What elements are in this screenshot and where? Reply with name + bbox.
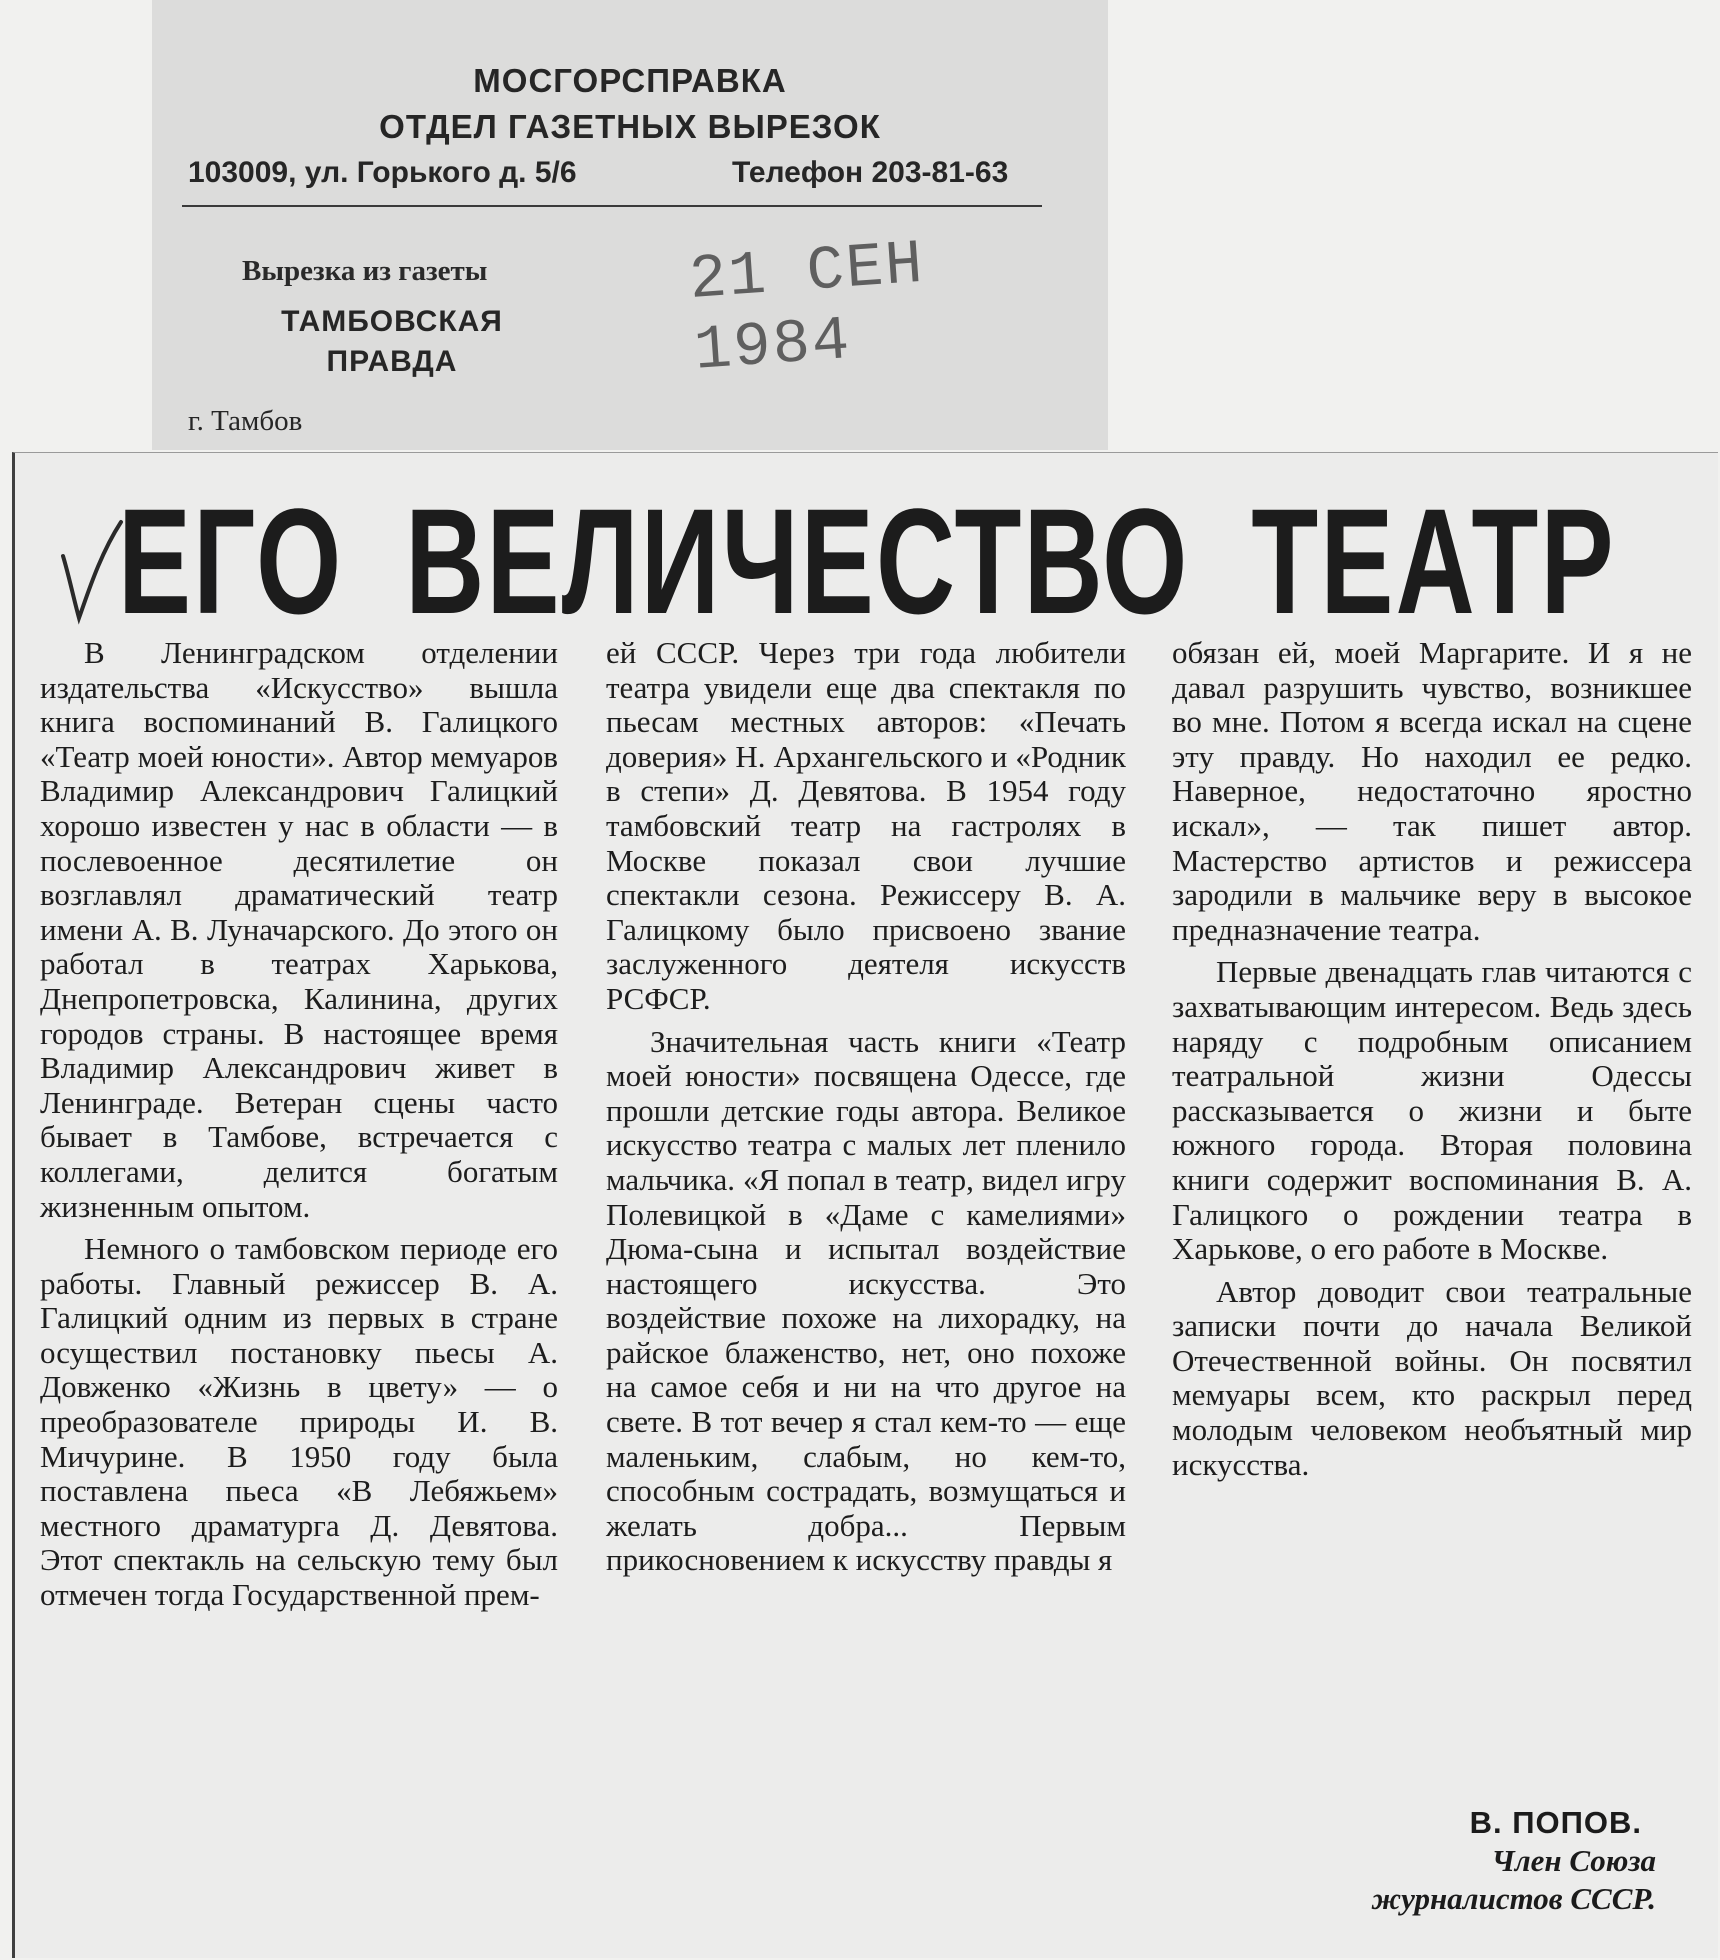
author-title-line-1: Член Союза (1491, 1843, 1656, 1878)
article-headline: ЕГО ВЕЛИЧЕСТВО ТЕАТР (118, 477, 1616, 645)
date-stamp: 21 СЕН 1984 (687, 228, 927, 387)
address: 103009, ул. Горького д. 5/6 (188, 156, 577, 189)
paragraph: Первые двенадцать глав читаются с захватывающим интересом. Ведь здесь наряду с подробным описанием театральной жизни Одессы рассказывается о жизни и быте южного города. Вторая половина книги содержит воспоминания В. А. Галицкого о рождении театра в Харькове, о его работе в Москве. (1172, 954, 1692, 1267)
paragraph: Автор доводит свои театральные записки почти до начала Великой Отечественной войны. Он посвятил мемуары всем, кто раскрыл перед молодым человеком необъятный мир искусства. (1172, 1273, 1692, 1482)
author-name: В. ПОПОВ. (1469, 1805, 1642, 1840)
clip-source-caption: Вырезка из газеты (242, 255, 488, 287)
paragraph: В Ленинградском отделении издательства «Искусство» вышла книга воспоминаний В. Галицкого «Театр моей юности». Автор мемуаров Владимир Александрович Галицкий хорошо известен у нас в области — в послевоенное десятилетие он возглавлял драматический театр имени А. В. Луначарского. До этого он работал в театрах Харькова, Днепропетровска, Калинина, других городов страны. В настоящее время Владимир Александрович живет в Ленинграде. Ветеран сцены часто бывает в Тамбове, встречается с коллегами, делится богатым жизненным опытом. (40, 635, 558, 1224)
author-title-line-2: журналистов СССР. (1371, 1881, 1656, 1916)
phone-number: Телефон 203-81-63 (732, 156, 1009, 189)
handwritten-checkmark-icon (55, 516, 125, 626)
paragraph: Немного о тамбовском периоде его работы. Главный режиссер В. А. Галицкий одним из первых в стране осуществил постановку пьесы А. Довженко «Жизнь в цвету» — о преобразователе природы И. В. Мичурине. В 1950 году была поставлена пьеса «В Лебяжьем» местного драматурга Д. Девятова. Этот спектакль на сельскую тему был отмечен тогда Государственной прем- (40, 1231, 558, 1613)
article-column-1 (40, 636, 558, 1621)
organization-name: МОСГОРСПРАВКА (473, 62, 787, 99)
paragraph: Значительная часть книги «Театр моей юности» посвящена Одессе, где прошли детские годы автора. Великое искусство театра с малых лет пленило мальчика. «Я попал в театр, видел игру Полевицкой в «Даме с камелиями» Дюма-сына и испытал воздействие настоящего искусства. Это воздействие похоже на лихорадку, на райское блаженство, нет, оно похоже на самое себя и ни на что другое на свете. В тот вечер я стал кем-то — еще маленьким, слабым, но кем-то, способным сострадать, возмущаться и желать добра... Первым прикосновением к искусству правды я (606, 1023, 1126, 1578)
clipping-service-label (152, 0, 1108, 450)
city: г. Тамбов (188, 405, 303, 437)
author-signature (1200, 1804, 1656, 1918)
newspaper-name: ТАМБОВСКАЯ ПРАВДА (281, 305, 503, 378)
label-divider (182, 205, 1042, 207)
article-column-3 (1172, 636, 1692, 1490)
paragraph: ей СССР. Через три года любители театра увидели еще два спектакля по пьесам местных авторов: «Печать доверия» Н. Архангельского и «Родник в степи» Д. Девятова. В 1954 году тамбовский театр на гастролях в Москве показал свои лучшие спектакли сезона. Режиссеру В. А. Галицкому было присвоено звание заслуженного деятеля искусств РСФСР. (606, 635, 1126, 1016)
paragraph: обязан ей, моей Маргарите. И я не давал разрушить чувство, возникшее во мне. Потом я всегда искал на сцене эту правду. Но находил ее редко. Наверное, недостаточно яростно искал», — так пишет автор. Мастерство артистов и режиссера зародили в мальчике веру в высокое предназначение театра. (1172, 635, 1692, 947)
department-name: ОТДЕЛ ГАЗЕТНЫХ ВЫРЕЗОК (379, 108, 881, 145)
article-column-2 (606, 636, 1126, 1586)
